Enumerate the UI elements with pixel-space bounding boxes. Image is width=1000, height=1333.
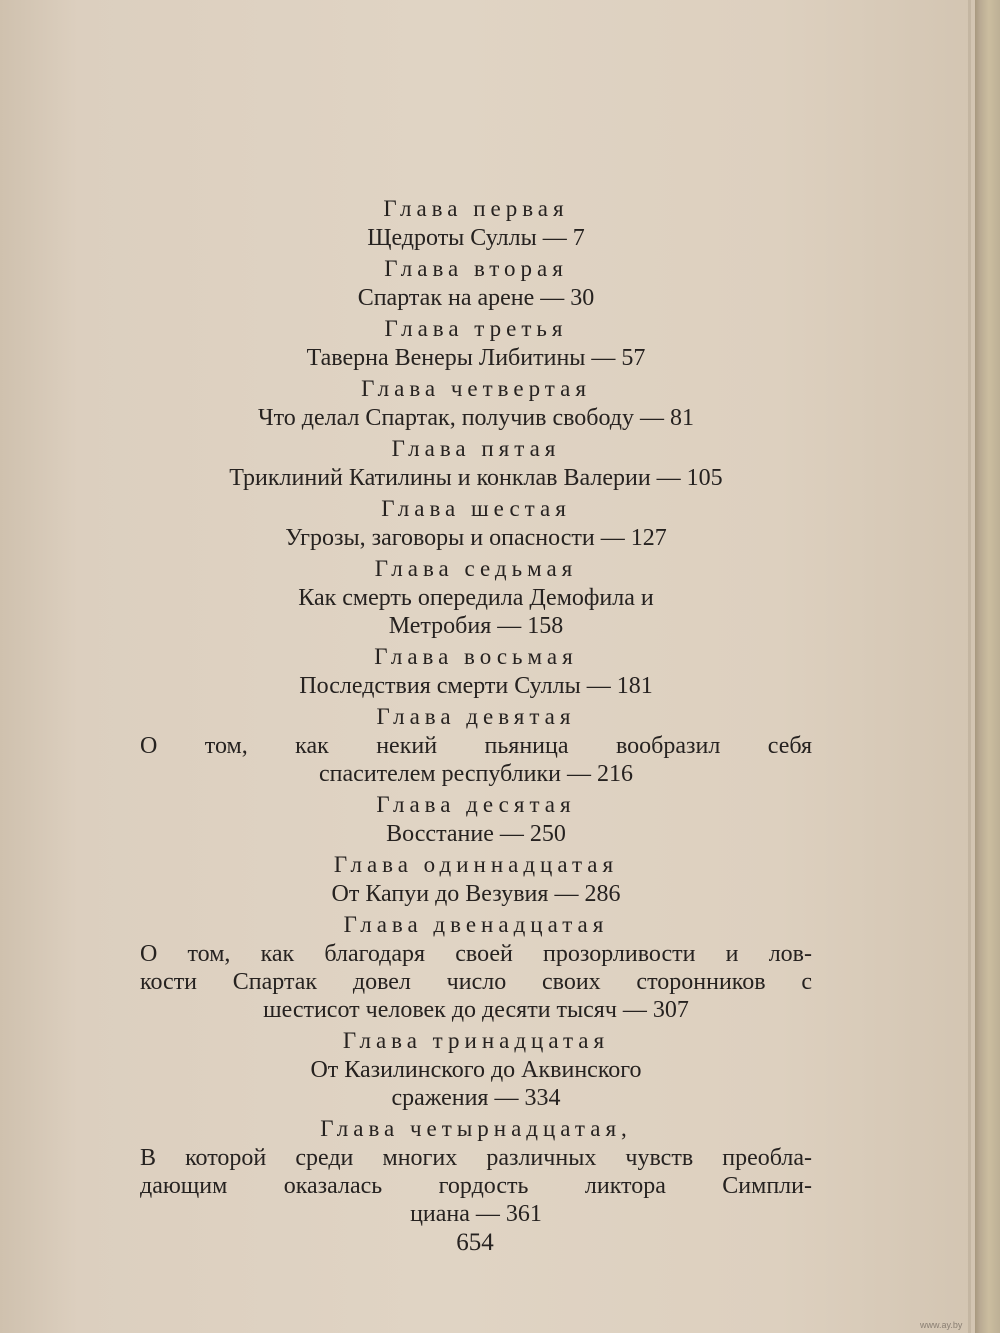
- chapter-title: Угрозы, заговоры и опасности — 127: [285, 525, 667, 551]
- chapter-heading: Глава тринадцатая: [342, 1028, 610, 1053]
- chapter-heading: Глава четвертая: [361, 376, 591, 401]
- chapter-title: Таверна Венеры Либитины — 57: [306, 345, 646, 371]
- chapter-heading: Глава четырнадцатая,: [320, 1116, 632, 1141]
- chapter-title-line: Как смерть опередила Демофила и: [298, 585, 654, 611]
- chapter-heading: Глава шестая: [381, 496, 571, 521]
- chapter-title-line: циана — 361: [410, 1201, 542, 1227]
- chapter-title-line: Метробия — 158: [388, 613, 564, 639]
- toc-entry: [140, 434, 812, 492]
- chapter-title: Последствия смерти Суллы — 181: [299, 673, 653, 699]
- chapter-title-line: О том, как некий пьяница вообразил себя: [140, 733, 812, 759]
- chapter-heading: Глава вторая: [384, 256, 568, 281]
- chapter-title-line: шестисот человек до десяти тысяч — 307: [263, 997, 689, 1023]
- toc-entry: [140, 910, 812, 1024]
- chapter-heading: Глава третья: [384, 316, 568, 341]
- chapter-title-line: дающим оказалась гордость ликтора Симпли-: [140, 1173, 812, 1199]
- toc-entry: [140, 554, 812, 640]
- chapter-title-line: О том, как благодаря своей прозорливости и лов-: [140, 941, 812, 967]
- chapter-heading: Глава восьмая: [374, 644, 578, 669]
- chapter-title-line: сражения — 334: [391, 1085, 561, 1111]
- chapter-heading: Глава седьмая: [374, 556, 578, 581]
- chapter-title: Восстание — 250: [386, 821, 566, 847]
- toc-entry: [140, 494, 812, 552]
- toc-entry: [140, 314, 812, 372]
- toc-entry: [140, 254, 812, 312]
- chapter-heading: Глава одиннадцатая: [333, 852, 619, 877]
- chapter-title: Триклиний Катилины и конклав Валерии — 105: [229, 465, 723, 491]
- toc-entry: [140, 194, 812, 252]
- chapter-title: Щедроты Суллы — 7: [367, 225, 585, 251]
- page-edge-shadow: [968, 0, 971, 1333]
- toc-entry: [140, 702, 812, 788]
- chapter-heading: Глава девятая: [376, 704, 576, 729]
- chapter-title-line: кости Спартак довел число своих сторонников с: [140, 969, 812, 995]
- chapter-title-line: спасителем республики — 216: [319, 761, 633, 787]
- table-of-contents: [140, 194, 812, 1230]
- chapter-heading: Глава десятая: [376, 792, 576, 817]
- page-number: 654: [456, 1229, 494, 1256]
- toc-entry: [140, 642, 812, 700]
- toc-entry: [140, 374, 812, 432]
- toc-entry: [140, 1026, 812, 1112]
- book-cover-edge: [975, 0, 1000, 1333]
- watermark: www.ay.by: [920, 1320, 963, 1330]
- chapter-heading: Глава двенадцатая: [343, 912, 609, 937]
- toc-entry: [140, 790, 812, 848]
- toc-entry: [140, 1114, 812, 1228]
- chapter-title: Спартак на арене — 30: [357, 285, 595, 311]
- chapter-heading: Глава пятая: [391, 436, 561, 461]
- chapter-heading: Глава первая: [383, 196, 569, 221]
- toc-entry: [140, 850, 812, 908]
- chapter-title-line: От Казилинского до Аквинского: [310, 1057, 642, 1083]
- chapter-title: Что делал Спартак, получив свободу — 81: [257, 405, 695, 431]
- chapter-title-line: В которой среди многих различных чувств преобла-: [140, 1145, 812, 1171]
- chapter-title: От Капуи до Везувия — 286: [331, 881, 621, 907]
